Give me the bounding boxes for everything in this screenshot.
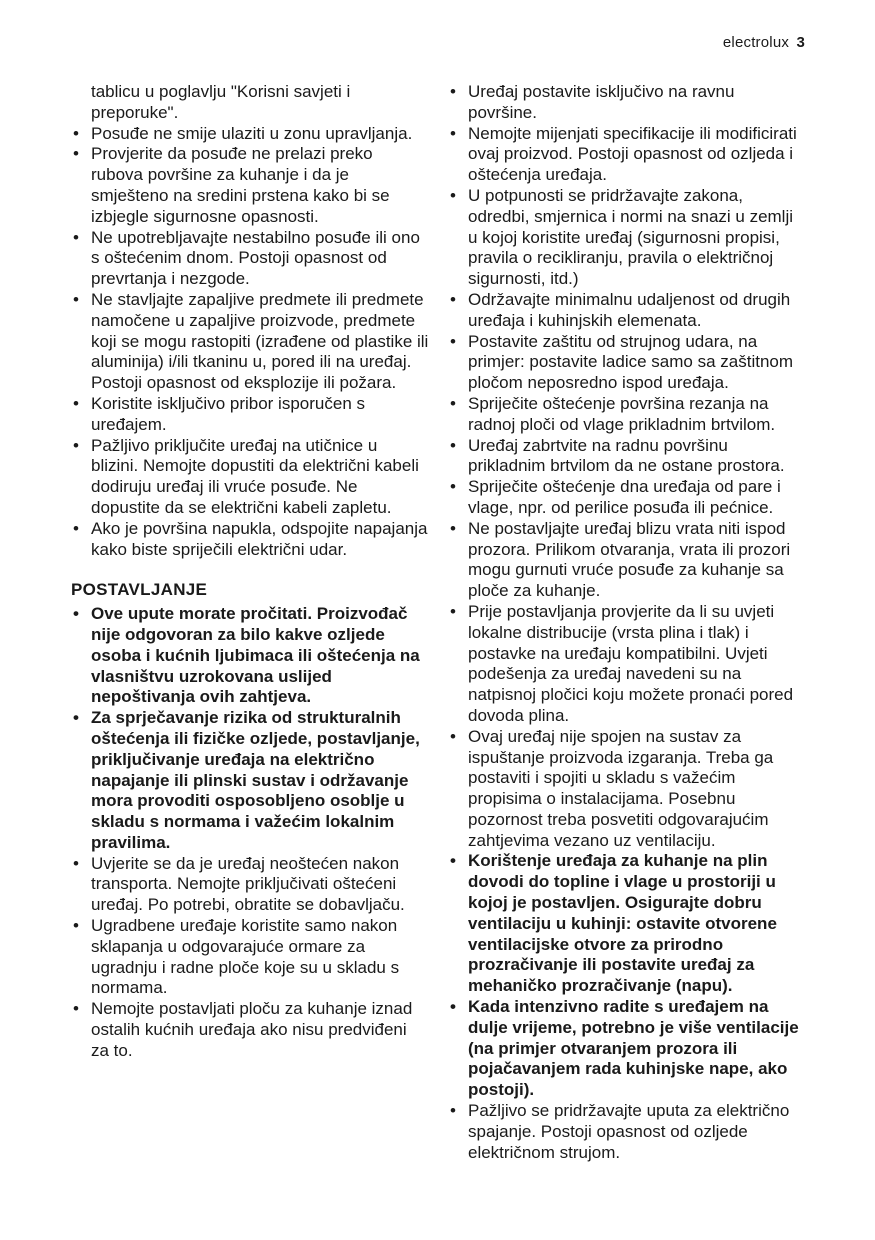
list-item: • Uređaj postavite isključivo na ravnu površine. [448,82,806,124]
list-item: • Koristite isključivo pribor isporučen s uređajem. [71,394,429,436]
list-item-bold: • Korištenje uređaja za kuhanje na plin dovodi do topline i vlage u prostoriji u kojoj je postavljen. Osigurajte dobru ventilaciju u kuhinji: ostavite otvorene ventilacijske otvore za prirodno prozračivanje ili postavite uređaj za mehaničko prozračivanje (napu). [448,851,806,997]
list-item: • Ne stavljajte zapaljive predmete ili predmete namočene u zapaljive proizvode, predmete koji se mogu rastopiti (izrađene od plastike ili aluminija) i/ili tkaninu u, pored ili na uređaj. Postoji opasnost od eksplozije ili požara. [71,290,429,394]
bullet-list-section [71,604,429,1062]
list-item: • Ako je površina napukla, odspojite napajanja kako biste spriječili električni udar. [71,519,429,561]
list-item: • Nemojte mijenjati specifikacije ili modificirati ovaj proizvod. Postoji opasnost od ozljeda i oštećenja uređaja. [448,124,806,186]
list-item: • Ne postavljajte uređaj blizu vrata niti ispod prozora. Prilikom otvaranja, vrata ili prozori mogu gurnuti vruće posuđe za kuhanje sa ploče za kuhanje. [448,519,806,602]
list-item: • Provjerite da posuđe ne prelazi preko rubova površine za kuhanje i da je smješteno na sredini prstena kako bi se izbjegle sigurnosne opasnosti. [71,144,429,227]
list-item: • Uvjerite se da je uređaj neoštećen nakon transporta. Nemojte priključivati oštećeni uređaj. Po potrebi, obratite se dobavljaču. [71,854,429,916]
brand-name: electrolux [722,34,790,51]
list-item: • Postavite zaštitu od strujnog udara, na primjer: postavite ladice samo sa zaštitnom pločom neposredno ispod uređaja. [448,332,806,394]
list-item-bold: • Za sprječavanje rizika od strukturalnih oštećenja ili fizičke ozljede, postavljanje, priključivanje uređaja na električno napajanje ili plinski sustav i održavanje mora provoditi osposobljeno osoblje u skladu s normama i važećim lokalnim pravilima. [71,708,429,854]
left-column [71,82,429,1062]
section-title: POSTAVLJANJE [71,580,208,600]
list-item-bold: • Kada intenzivno radite s uređajem na dulje vrijeme, potrebno je više ventilacije (na primjer otvaranjem prozora ili pojačavanjem rada kuhinjske nape, ako postoji). [448,997,806,1101]
list-item: • Uređaj zabrtvite na radnu površinu prikladnim brtvilom da ne ostane prostora. [448,436,806,478]
list-item: • Ne upotrebljavajte nestabilno posuđe ili ono s oštećenim dnom. Postoji opasnost od prevrtanja i nezgode. [71,228,429,290]
page-header [723,34,805,51]
page-number: 3 [796,34,805,51]
list-item: • Pažljivo se pridržavajte uputa za električno spajanje. Postoji opasnost od ozljede električnom strujom. [448,1101,806,1163]
list-item: • Ugradbene uređaje koristite samo nakon sklapanja u odgovarajuće ormare za ugradnju i radne ploče koje su u skladu s normama. [71,916,429,999]
list-item: • Posuđe ne smije ulaziti u zonu upravljanja. [71,124,429,145]
list-item-bold: • Ove upute morate pročitati. Proizvođač nije odgovoran za bilo kakve ozljede osoba i kućnih ljubimaca ili oštećenja na vlasništvu uzrokovana uslijed nepoštivanja ovih zahtjeva. [71,604,429,708]
list-item: • Nemojte postavljati ploču za kuhanje iznad ostalih kućnih uređaja ako nisu predviđeni za to. [71,999,429,1061]
list-item: • Ovaj uređaj nije spojen na sustav za ispuštanje proizvoda izgaranja. Treba ga postaviti i spojiti u skladu s važećim propisima o instalacijama. Posebnu pozornost treba posvetiti odgovarajućim zahtjevima vezano uz ventilaciju. [448,727,806,852]
list-item: • Pažljivo priključite uređaj na utičnice u blizini. Nemojte dopustiti da električni kabeli dodiruju uređaj ili vruće posuđe. Ne dopustite da se električni kabeli zapletu. [71,436,429,519]
list-item: • Održavajte minimalnu udaljenost od drugih uređaja i kuhinjskih elemenata. [448,290,806,332]
bullet-list-right [448,82,806,1163]
bullet-list-top [71,124,429,561]
list-item: • Spriječite oštećenje dna uređaja od pare i vlage, npr. od perilice posuđa ili pećnice. [448,477,806,519]
list-item: • Spriječite oštećenje površina rezanja na radnoj ploči od vlage prikladnim brtvilom. [448,394,806,436]
list-item: • Prije postavljanja provjerite da li su uvjeti lokalne distribucije (vrsta plina i tlak) i postavke na uređaju kompatibilni. Uvjeti podešenja za uređaj navedeni su na natpisnoj pločici koju možete pronaći pored dovoda plina. [448,602,806,727]
right-column [448,82,806,1163]
continuation-text: tablicu u poglavlju "Korisni savjeti i preporuke". [91,82,351,122]
list-item: • U potpunosti se pridržavajte zakona, odredbi, smjernica i normi na snazi u zemlji u kojoj koristite uređaj (sigurnosni propisi, pravila o recikliranju, pravila o električnoj sigurnosti, itd.) [448,186,806,290]
